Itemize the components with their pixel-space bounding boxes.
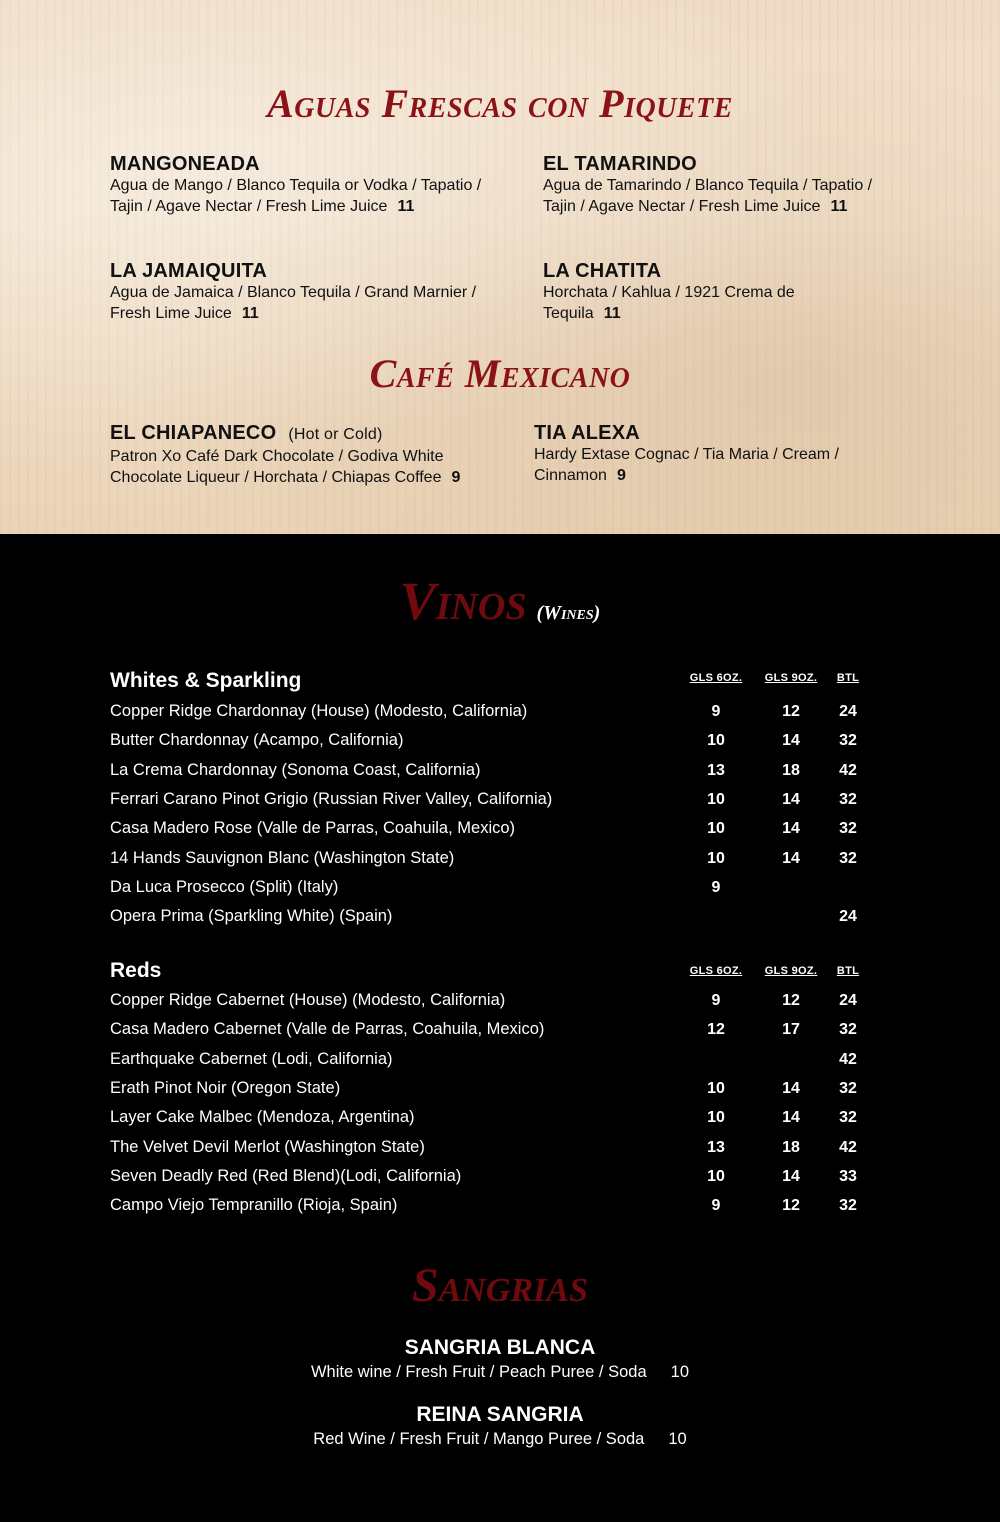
item-name: EL CHIAPANECO (Hot or Cold) <box>110 422 383 444</box>
vinos-title <box>0 570 1000 632</box>
price-gls9: 12 <box>782 1197 800 1215</box>
wine-row <box>110 1138 890 1162</box>
wine-name: Erath Pinot Noir (Oregon State) <box>110 1078 341 1097</box>
wine-row <box>110 1050 890 1074</box>
price-gls9: 14 <box>782 790 800 808</box>
wine-name: Copper Ridge Cabernet (House) (Modesto, California) <box>110 991 506 1009</box>
sangria-price: 10 <box>670 1363 689 1381</box>
menu-item <box>110 259 490 324</box>
wine-row <box>110 1020 890 1044</box>
price-gls9: 14 <box>782 732 800 750</box>
wine-name: Layer Cake Malbec (Mendoza, Argentina) <box>110 1108 415 1127</box>
price-gls6: 10 <box>707 790 725 808</box>
price-gls6: 9 <box>711 992 721 1009</box>
col-head-gls6: GLS 6OZ. <box>689 672 743 684</box>
wine-row <box>110 1108 890 1132</box>
price-btl: 42 <box>839 1050 857 1068</box>
vinos-subtitle: (Wines) <box>536 602 601 624</box>
item-price: 11 <box>830 197 848 215</box>
price-gls6: 9 <box>711 703 721 720</box>
wine-row <box>110 849 890 873</box>
wine-row <box>110 1167 890 1191</box>
wine-row <box>110 702 890 726</box>
wine-row <box>110 878 890 902</box>
reds-heading: Reds <box>110 959 162 982</box>
price-btl: 32 <box>839 732 857 750</box>
item-desc: Patron Xo Café Dark Chocolate / Godiva White Chocolate Liqueur / Horchata / Chiapas Coffee 9 <box>110 448 461 486</box>
price-gls9: 14 <box>782 1109 800 1127</box>
price-btl: 42 <box>839 761 857 779</box>
wine-row <box>110 1196 890 1220</box>
price-btl: 33 <box>839 1167 857 1185</box>
price-btl: 24 <box>839 703 857 720</box>
wine-name: Seven Deadly Red (Red Blend)(Lodi, California) <box>110 1166 462 1185</box>
wine-name: Casa Madero Rose (Valle de Parras, Coahuila, Mexico) <box>110 819 516 838</box>
wine-name: Da Luca Prosecco (Split) (Italy) <box>110 877 339 896</box>
sangrias-title: Sangrias <box>412 1259 588 1312</box>
item-price: 11 <box>241 304 259 322</box>
item-desc: Hardy Extase Cognac / Tia Maria / Cream / Cinnamon 9 <box>534 446 839 484</box>
price-btl: 32 <box>839 820 857 838</box>
col-head-btl: BTL <box>836 965 860 977</box>
price-gls6: 9 <box>711 1197 721 1215</box>
menu-item <box>543 152 873 217</box>
price-gls9: 17 <box>782 1021 800 1039</box>
sangria-name: REINA SANGRIA <box>416 1403 584 1426</box>
wine-row <box>110 819 890 843</box>
wine-name: Earthquake Cabernet (Lodi, California) <box>110 1049 393 1068</box>
price-btl: 32 <box>839 1197 857 1215</box>
price-gls6: 10 <box>707 1109 725 1127</box>
menu-item <box>110 421 470 488</box>
item-note: (Hot or Cold) <box>288 426 383 443</box>
price-gls9: 14 <box>782 849 800 867</box>
menu-item <box>543 259 853 324</box>
item-name: TIA ALEXA <box>534 422 640 444</box>
item-desc: Agua de Tamarindo / Blanco Tequila / Tapatio / Tajin / Agave Nectar / Fresh Lime Juice 11 <box>543 177 873 215</box>
price-btl: 32 <box>839 849 857 867</box>
menu-item <box>110 152 490 217</box>
cafe-title: Café Mexicano <box>369 351 631 396</box>
price-btl: 32 <box>839 1021 857 1039</box>
item-name: LA JAMAIQUITA <box>110 260 268 282</box>
price-gls9: 12 <box>782 703 800 720</box>
sangria-desc: Red Wine / Fresh Fruit / Mango Puree / Soda 10 <box>313 1430 687 1448</box>
wine-row <box>110 761 890 785</box>
price-gls9: 14 <box>782 1079 800 1097</box>
wine-name: Ferrari Carano Pinot Grigio (Russian River Valley, California) <box>110 789 553 808</box>
wine-row <box>110 731 890 755</box>
wine-name: Butter Chardonnay (Acampo, California) <box>110 731 404 750</box>
col-head-gls9: GLS 9OZ. <box>764 672 818 684</box>
price-gls6: 10 <box>707 1167 725 1185</box>
price-gls9: 18 <box>782 761 800 779</box>
price-btl: 24 <box>839 992 857 1009</box>
whites-heading: Whites & Sparkling <box>110 669 302 692</box>
item-price: 11 <box>603 304 621 322</box>
item-desc: Horchata / Kahlua / 1921 Crema de Tequila 11 <box>543 284 795 322</box>
wine-name: Campo Viejo Tempranillo (Rioja, Spain) <box>110 1196 398 1215</box>
sangria-desc: White wine / Fresh Fruit / Peach Puree / Soda 10 <box>310 1363 689 1381</box>
item-price: 11 <box>397 197 415 215</box>
item-name: LA CHATITA <box>543 260 662 282</box>
item-price: 9 <box>616 466 626 484</box>
wine-name: 14 Hands Sauvignon Blanc (Washington State) <box>110 848 455 867</box>
sangria-item <box>0 1402 1000 1450</box>
price-gls9: 14 <box>782 1167 800 1185</box>
wine-name: Copper Ridge Chardonnay (House) (Modesto, California) <box>110 702 528 720</box>
price-gls6: 9 <box>711 878 721 896</box>
col-head-gls9: GLS 9OZ. <box>764 965 818 977</box>
price-gls6: 12 <box>707 1021 725 1039</box>
item-price: 9 <box>451 468 461 486</box>
price-btl: 32 <box>839 1079 857 1097</box>
price-gls6: 10 <box>707 732 725 750</box>
price-btl: 42 <box>839 1138 857 1156</box>
vinos-main-title: Vinos <box>399 571 527 631</box>
col-head-gls6: GLS 6OZ. <box>689 965 743 977</box>
menu-item <box>534 421 894 486</box>
sangria-price: 10 <box>668 1430 687 1448</box>
price-gls9: 14 <box>782 820 800 838</box>
wine-row <box>110 907 890 931</box>
wine-name: The Velvet Devil Merlot (Washington State) <box>110 1137 425 1156</box>
price-gls6: 13 <box>707 1138 725 1156</box>
wine-name: Casa Madero Cabernet (Valle de Parras, Coahuila, Mexico) <box>110 1020 545 1039</box>
parchment-section <box>0 0 1000 534</box>
sangria-name: SANGRIA BLANCA <box>404 1336 596 1359</box>
item-name: MANGONEADA <box>110 153 260 175</box>
aguas-title: Aguas Frescas con Piquete <box>267 81 733 126</box>
price-gls9: 12 <box>782 992 800 1009</box>
item-desc: Agua de Jamaica / Blanco Tequila / Grand Marnier / Fresh Lime Juice 11 <box>110 284 477 322</box>
col-head-btl: BTL <box>836 672 860 684</box>
price-btl: 32 <box>839 790 857 808</box>
wine-row <box>110 790 890 814</box>
wine-row <box>110 1079 890 1103</box>
price-gls6: 10 <box>707 849 725 867</box>
item-name: EL TAMARINDO <box>543 153 697 175</box>
wine-name: La Crema Chardonnay (Sonoma Coast, California) <box>110 760 481 779</box>
wine-row <box>110 991 890 1015</box>
price-gls6: 10 <box>707 1079 725 1097</box>
price-gls6: 13 <box>707 761 725 779</box>
price-btl: 24 <box>839 908 857 926</box>
price-gls9: 18 <box>782 1138 800 1156</box>
sangria-item <box>0 1335 1000 1383</box>
item-desc: Agua de Mango / Blanco Tequila or Vodka / Tapatio / Tajin / Agave Nectar / Fresh Lime Juice 11 <box>110 177 482 215</box>
price-btl: 32 <box>839 1109 857 1127</box>
price-gls6: 10 <box>707 820 725 838</box>
wine-name: Opera Prima (Sparkling White) (Spain) <box>110 907 393 926</box>
